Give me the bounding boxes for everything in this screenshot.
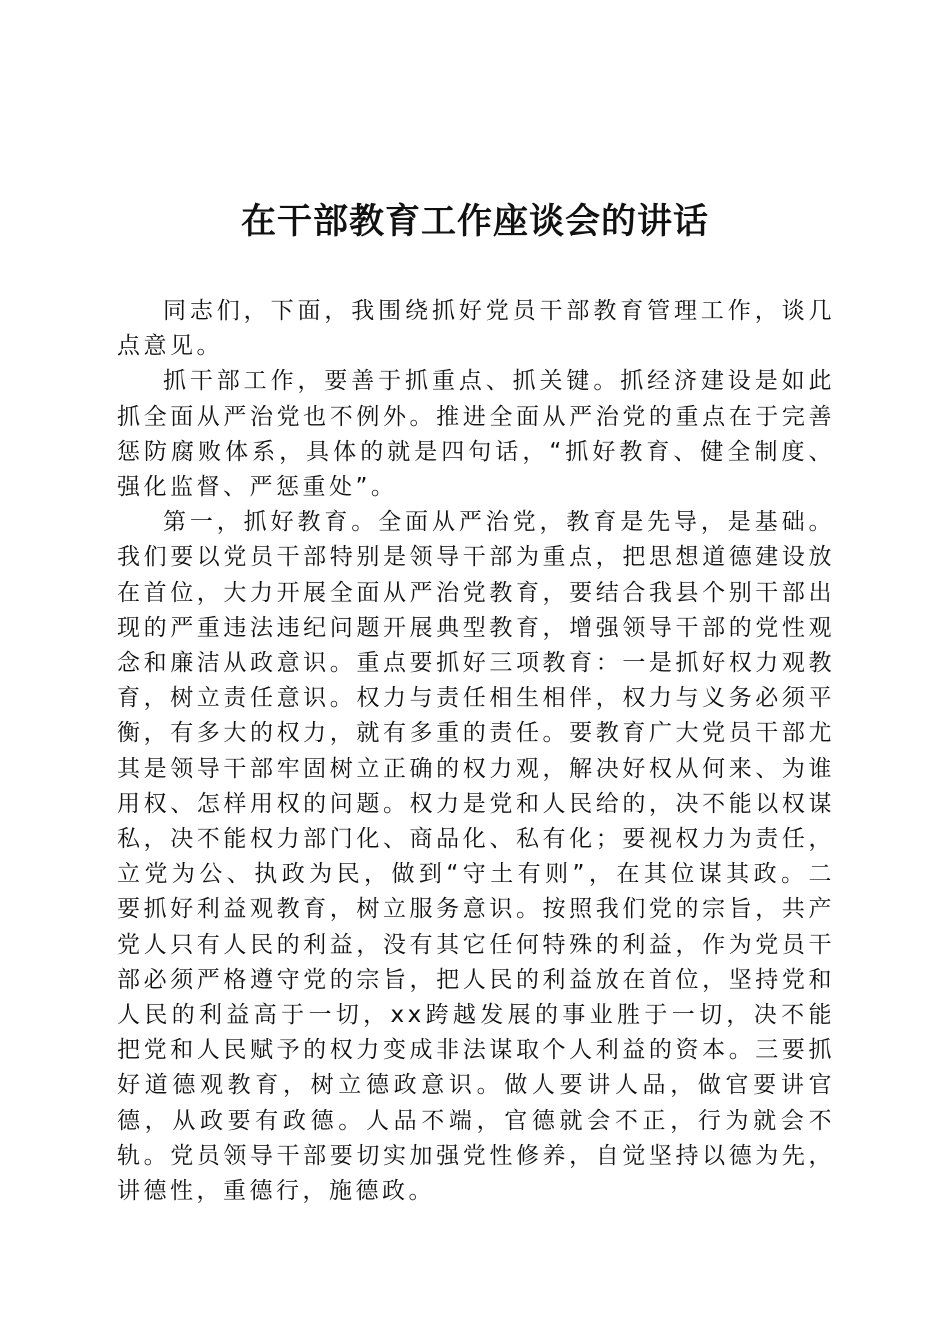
paragraph-education: 第一，抓好教育。全面从严治党，教育是先导，是基础。我们要以党员干部特别是领导干部为重点，把思想道德建设放在首位，大力开展全面从严治党教育，要结合我县个别干部出现的严重违法违纪问题开展典型教育，增强领导干部的党性观念和廉洁从政意识。重点要抓好三项教育：一是抓好权力观教育，树立责任意识。权力与责任相生相伴，权力与义务必须平衡，有多大的权力，就有多重的责任。要教育广大党员干部尤其是领导干部牢固树立正确的权力观，解决好权从何来、为谁用权、怎样用权的问题。权力是党和人民给的，决不能以权谋私，决不能权力部门化、商品化、私有化；要视权力为责任，立党为公、执政为民，做到“守土有则”，在其位谋其政。二要抓好利益观教育，树立服务意识。按照我们党的宗旨，共产党人只有人民的利益，没有其它任何特殊的利益，作为党员干部必须严格遵守党的宗旨，把人民的利益放在首位，坚持党和人民的利益高于一切，xx跨越发展的事业胜于一切，决不能把党和人民赋予的权力变成非法谋取个人利益的资本。三要抓好道德观教育，树立德政意识。做人要讲人品，做官要讲官德，从政要有政德。人品不端，官德就会不正，行为就会不轨。党员领导干部要切实加强党性修养，自觉坚持以德为先，讲德性，重德行，施德政。: [117, 509, 835, 1205]
document-title: 在干部教育工作座谈会的讲话: [240, 201, 709, 242]
document-body: [117, 294, 835, 1209]
paragraph-key-points: 抓干部工作，要善于抓重点、抓关键。抓经济建设是如此抓全面从严治党也不例外。推进全面从严治党的重点在于完善惩防腐败体系，具体的就是四句话，“抓好教育、健全制度、强化监督、严惩重处”。: [117, 368, 835, 501]
paragraph-greeting: 同志们，下面，我围绕抓好党员干部教育管理工作，谈几点意见。: [117, 298, 835, 360]
